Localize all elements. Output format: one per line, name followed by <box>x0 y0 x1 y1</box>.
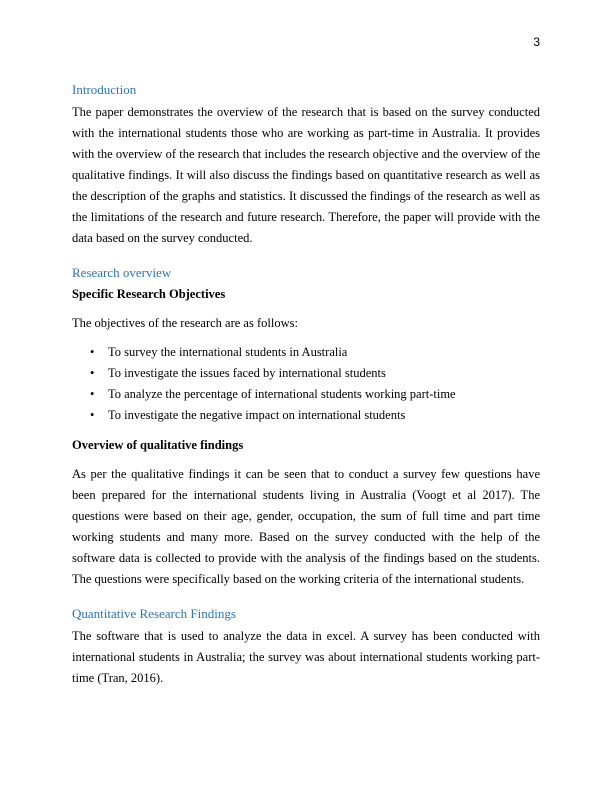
bullet-icon: • <box>90 345 95 359</box>
objective-text: To investigate the issues faced by international students <box>108 366 386 380</box>
bullet-icon: • <box>90 387 95 401</box>
introduction-heading: Introduction <box>72 82 137 97</box>
list-item <box>90 363 540 384</box>
quantitative-heading: Quantitative Research Findings <box>72 606 236 621</box>
objectives-list <box>72 342 540 426</box>
list-item <box>90 405 540 426</box>
qualitative-title: Overview of qualitative findings <box>72 438 244 452</box>
objective-text: To investigate the negative impact on international students <box>108 408 406 422</box>
page-content <box>72 82 540 689</box>
bullet-icon: • <box>90 366 95 380</box>
research-overview-heading: Research overview <box>72 265 172 280</box>
page-number: 3 <box>533 35 540 49</box>
objective-text: To analyze the percentage of international students working part-time <box>108 387 456 401</box>
list-item <box>90 384 540 405</box>
objectives-title: Specific Research Objectives <box>72 287 226 301</box>
qualitative-paragraph: As per the qualitative findings it can be seen that to conduct a survey few questions have been prepared for the international students living in Australia (Voogt et al 2017). The questions were based on their age, gender, occupation, the sum of full time and part time working students and many more. Based on the survey conducted with the help of the software data is collected to provide with the analysis of the findings based on the students. The questions were specifically based on the working criteria of the international students. <box>72 467 540 586</box>
objective-text: To survey the international students in Australia <box>108 345 348 359</box>
list-item <box>90 342 540 363</box>
quantitative-paragraph: The software that is used to analyze the data in excel. A survey has been conducted with international students in Australia; the survey was about international students working part-time (Tran, 2016). <box>72 629 540 685</box>
objectives-intro: The objectives of the research are as follows: <box>72 316 298 330</box>
bullet-icon: • <box>90 408 95 422</box>
introduction-paragraph: The paper demonstrates the overview of the research that is based on the survey conducted with the international students those who are working as part-time in Australia. It provides with the overview of the research that includes the research objective and the overview of the qualitative findings. It will also discuss the findings based on quantitative research as well as the description of the graphs and statistics. It discussed the findings of the research as well as the limitations of the research and future research. Therefore, the paper will provide with the data based on the survey conducted. <box>72 105 540 245</box>
